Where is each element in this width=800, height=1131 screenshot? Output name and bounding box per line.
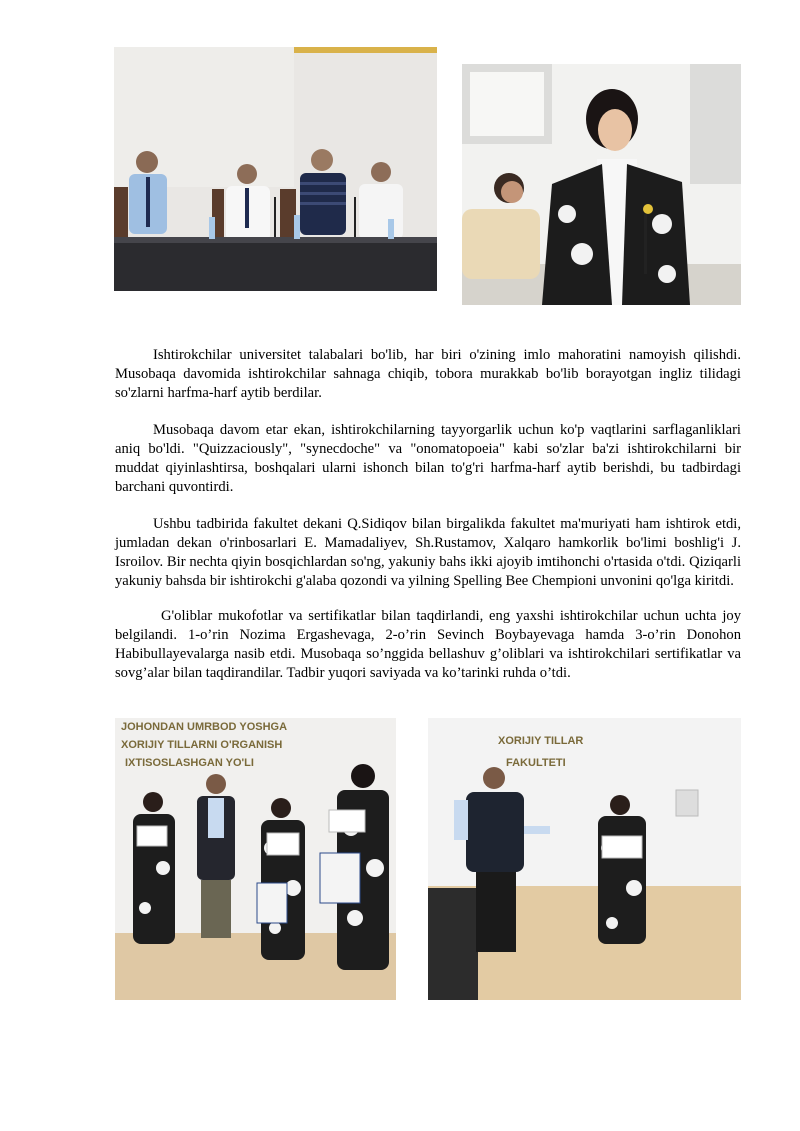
paragraph-2 [115,421,741,497]
photo-jury-panel [114,47,437,291]
photo-winners [115,718,396,1000]
paragraph-1 [115,346,741,403]
paragraph-3-text: Ushbu tadbirida fakultet dekani Q.Sidiqov bilan birgalikda fakultet ma'muriyati ham ishtirok etdi, jumladan dekan o'rinbosarlari E. Mamadaliyev, Sh.Rustamov, Xalqaro hamkorlik bo'limi boshlig'i J. Isroilov. Bir nechta qiyin bosqichlardan so'ng, yakuniy bahs ikki ajoyib imtihonchi o'rtasida o'tdi. Qiziqarli yakuniy bahsda bir ishtirokchi g'alaba qozondi va yilning Spelling Bee Chempioni unvonini qo'lga kiritdi. [115,516,741,589]
photo-student-speaking [462,64,741,305]
paragraph-4-text: G'oliblar mukofotlar va sertifikatlar bilan taqdirlandi, eng yaxshi ishtirokchilar uchun uchta joy belgilandi. 1-o’rin Nozima Ergashevaga, 2-o’rin Sevinch Boybayevaga hamda 3-o’rin Donohon Habibullayevalarga nasib etdi. Musobaqa so’nggida bellashuv g’oliblari va ishtirokchilari sertifikatlar va sovg’alar bilan taqdirandilar. Tadbir yuqori saviyada va ko’tarinki ruhda o’tdi. [115,608,741,681]
banner-line-1: XORIJIY TILLAR [498,735,584,747]
paragraph-2-text: Musobaqa davom etar ekan, ishtirokchilarning tayyorgarlik uchun ko'p vaqtlarini sarflaganliklari aniq bo'ldi. "Quizzaciously", "synecdoche" va "onomatopoeia" kabi so'zlar ba'zi ishtirokchilarni bir muddat qiyinlashtirsa, boshqalari ularni ishonch bilan to'g'ri harfma-harf aytib berishdi, bu tadbirdagi barchani quvontirdi. [115,422,741,495]
banner-line-1: JOHONDAN UMRBOD YOSHGA [121,721,288,733]
banner-line-2: FAKULTETI [506,757,566,769]
photo-award-presentation [428,718,741,1000]
banner-line-2: XORIJIY TILLARNI O'RGANISH [121,739,283,751]
paragraph-1-text: Ishtirokchilar universitet talabalari bo'lib, har biri o'zining imlo mahoratini namoyish qilishdi. Musobaqa davomida ishtirokchilar sahnaga chiqib, tobora murakkab bo'lib borayotgan ingliz tilidagi so'zlarni harfma-harf aytib berdilar. [115,347,741,401]
banner-line-3: IXTISOSLASHGAN YO'LI [125,757,254,769]
paragraph-4 [115,607,741,683]
paragraph-3 [115,515,741,591]
